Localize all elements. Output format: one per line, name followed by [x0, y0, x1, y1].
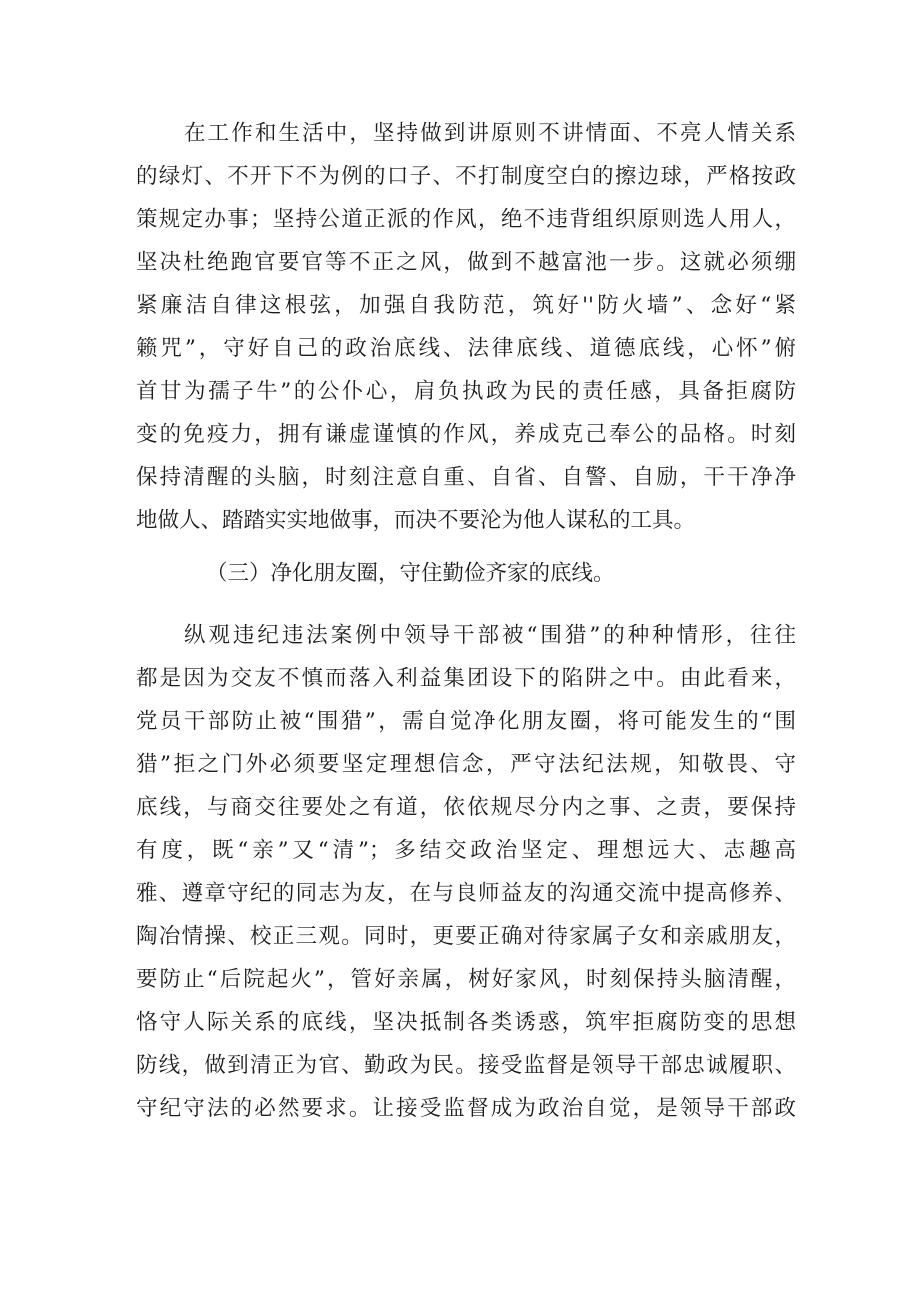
section-heading: （三）净化朋友圈，守住勤俭齐家的底线。: [206, 561, 615, 586]
text-line: 底线，与商交往要处之有道，依依规尽分内之事、之责，要保持: [136, 795, 796, 820]
text-line: 守纪守法的必然要求。让接受监督成为政治自觉，是领导干部政: [136, 1096, 796, 1121]
text-line: 策规定办事；坚持公道正派的作风，绝不违背组织原则选人用人，: [136, 207, 796, 232]
text-line: 的绿灯、不开下不为例的口子、不打制度空白的擦边球，严格按政: [136, 164, 796, 189]
text-line: 党员干部防止被“围猎”，需自觉净化朋友圈，将可能发生的“围: [136, 709, 796, 734]
text-line: 坚决杜绝跑官要官等不正之风，做到不越富池一步。这就必须绷: [136, 250, 796, 275]
text-line: 籁咒”，守好自己的政治底线、法律底线、道德底线，心怀”俯: [136, 336, 796, 361]
text-line: 陶冶情操、校正三观。同时，更要正确对待家属子女和亲戚朋友，: [136, 924, 796, 949]
text-line: 猎”拒之门外必须要坚定理想信念，严守法纪法规，知敬畏、守: [136, 752, 796, 777]
text-line: 都是因为交友不慎而落入利益集团设下的陷阱之中。由此看来，: [136, 666, 796, 691]
text-line: 雅、遵章守纪的同志为友，在与良师益友的沟通交流中提高修养、: [136, 881, 796, 906]
text-line: 恪守人际关系的底线，坚决抵制各类诱惑，筑牢拒腐防变的思想: [136, 1010, 796, 1035]
text-line: 变的免疫力，拥有谦虚谨慎的作风，养成克己奉公的品格。时刻: [136, 422, 796, 447]
text-line: 防线，做到清正为官、勤政为民。接受监督是领导干部忠诚履职、: [136, 1053, 796, 1078]
text-line: 要防止“后院起火”，管好亲属，树好家风，时刻保持头脑清醒，: [136, 967, 796, 992]
text-line: 在工作和生活中，坚持做到讲原则不讲情面、不亮人情关系: [184, 121, 796, 146]
text-line: 紧廉洁自律这根弦，加强自我防范，筑好''防火墙”、念好“紧: [136, 293, 796, 318]
text-line: 首甘为孺子牛”的公仆心，肩负执政为民的责任感，具备拒腐防: [136, 379, 796, 404]
text-line: 保持清醒的头脑，时刻注意自重、自省、自警、自励，干干净净: [136, 465, 796, 490]
text-line: 地做人、踏踏实实地做事，而决不要沦为他人谋私的工具。: [136, 508, 696, 533]
text-line: 有度，既“亲”又“清”；多结交政治坚定、理想远大、志趣高: [136, 838, 796, 863]
text-line: 纵观违纪违法案例中领导干部被“围猎”的种种情形，往往: [184, 623, 796, 648]
